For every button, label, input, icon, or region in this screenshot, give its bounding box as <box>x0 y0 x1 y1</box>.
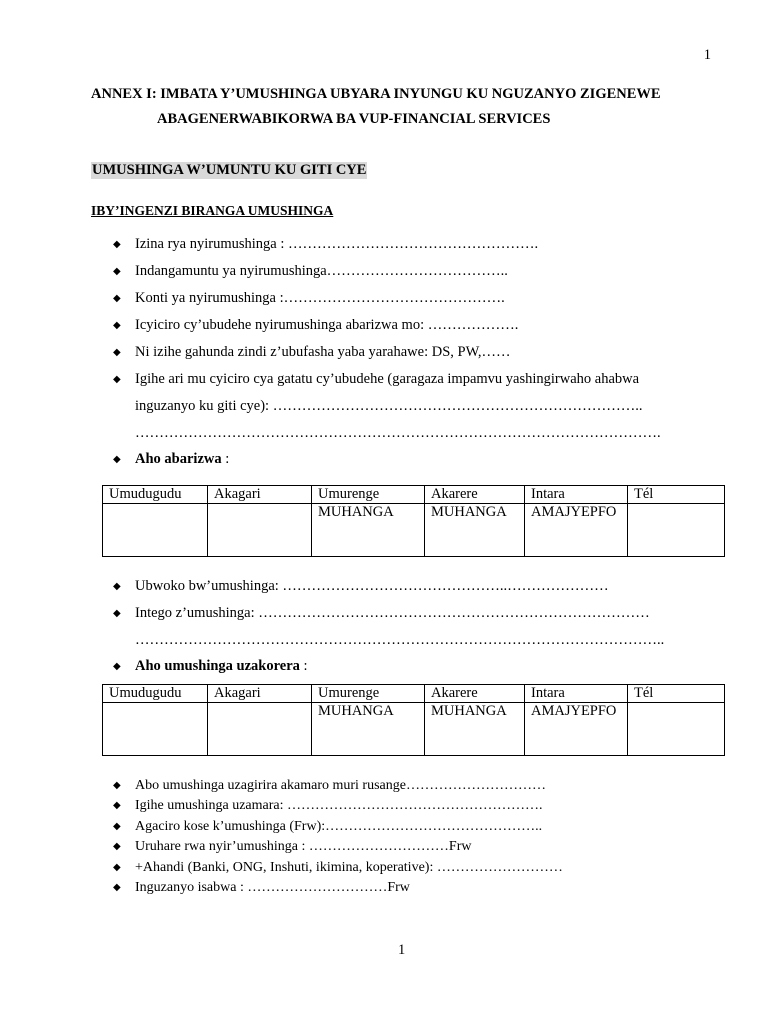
table-row <box>103 703 725 756</box>
diamond-bullet-icon: ◆ <box>113 374 121 385</box>
diamond-bullet-icon: ◆ <box>113 581 121 592</box>
diamond-bullet-icon: ◆ <box>113 608 121 619</box>
cell-intara: AMAJYEPFO <box>525 504 628 557</box>
list-item: ◆ Izina rya nyirumushinga : ……………………………………………. <box>113 236 539 252</box>
page-number-bottom: 1 <box>398 942 406 958</box>
header-akagari: Akagari <box>208 685 312 703</box>
header-umudugudu: Umudugudu <box>103 685 208 703</box>
diamond-bullet-icon: ◆ <box>113 800 121 811</box>
location-table-residence <box>102 485 725 557</box>
cell-tel <box>628 703 725 756</box>
header-akarere: Akarere <box>425 685 525 703</box>
list-item: ◆ Uruhare rwa nyir’umushinga : …………………………Frw <box>113 839 472 854</box>
cell-tel <box>628 504 725 557</box>
page-number-top: 1 <box>703 47 711 63</box>
aho-abarizwa-label: Aho abarizwa <box>135 451 222 467</box>
list-item-continuation: inguzanyo ku giti cye): ………………………………………………………………….. <box>135 398 643 414</box>
header-umurenge: Umurenge <box>312 685 425 703</box>
header-umudugudu: Umudugudu <box>103 486 208 504</box>
cell-umudugudu <box>103 703 208 756</box>
header-umurenge: Umurenge <box>312 486 425 504</box>
diamond-bullet-icon: ◆ <box>113 347 121 358</box>
cell-akagari <box>208 504 312 557</box>
diamond-bullet-icon: ◆ <box>113 293 121 304</box>
header-intara: Intara <box>525 486 628 504</box>
diamond-bullet-icon: ◆ <box>113 862 121 873</box>
list-item: ◆ Inguzanyo isabwa : …………………………Frw <box>113 880 410 895</box>
list-item: ◆ Konti ya nyirumushinga :………………………………………. <box>113 290 505 306</box>
list-item-continuation: ………………………………………………………………………………………………. <box>135 425 661 441</box>
header-akagari: Akagari <box>208 486 312 504</box>
header-tel: Tél <box>628 486 725 504</box>
diamond-bullet-icon: ◆ <box>113 821 121 832</box>
list-item: ◆ Indangamuntu ya nyirumushinga……………………………….. <box>113 263 508 279</box>
table-row <box>103 504 725 557</box>
list-item: ◆ Ubwoko bw’umushinga: ………………………………………..………………… <box>113 578 609 594</box>
list-item: ◆ Intego z’umushinga: ……………………………………………………………………… <box>113 605 650 621</box>
list-item: ◆ Igihe umushinga uzamara: ………………………………………………. <box>113 798 543 813</box>
location-table-project <box>102 684 725 756</box>
cell-akagari <box>208 703 312 756</box>
diamond-bullet-icon: ◆ <box>113 266 121 277</box>
diamond-bullet-icon: ◆ <box>113 780 121 791</box>
cell-umurenge: MUHANGA <box>312 703 425 756</box>
cell-akarere: MUHANGA <box>425 504 525 557</box>
section-title: UMUSHINGA W’UMUNTU KU GITI CYE <box>92 162 367 178</box>
list-item: ◆ Igihe ari mu cyiciro cya gatatu cy’ubudehe (garagaza impamvu yashingirwaho ahabwa <box>113 371 640 387</box>
diamond-bullet-icon: ◆ <box>113 320 121 331</box>
header-akarere: Akarere <box>425 486 525 504</box>
list-item: ◆ Abo umushinga uzagirira akamaro muri rusange………………………… <box>113 778 546 793</box>
list-item-continuation: ……………………………………………………………………………………………….. <box>135 632 665 648</box>
list-item: ◆ Icyiciro cy’ubudehe nyirumushinga abarizwa mo: ………………. <box>113 317 519 333</box>
aho-uzakorera-label: Aho umushinga uzakorera <box>135 658 300 674</box>
diamond-bullet-icon: ◆ <box>113 661 121 672</box>
diamond-bullet-icon: ◆ <box>113 882 121 893</box>
diamond-bullet-icon: ◆ <box>113 454 121 465</box>
cell-intara: AMAJYEPFO <box>525 703 628 756</box>
subsection-title: IBY’INGENZI BIRANGA UMUSHINGA <box>91 203 334 218</box>
list-item-aho-abarizwa: ◆ Aho abarizwa : <box>113 451 230 467</box>
annex-title-line2: ABAGENERWABIKORWA BA VUP-FINANCIAL SERVICES <box>157 111 551 127</box>
annex-title-line1: ANNEX I: IMBATA Y’UMUSHINGA UBYARA INYUNGU KU NGUZANYO ZIGENEWE <box>91 86 661 102</box>
list-item-aho-uzakorera: ◆ Aho umushinga uzakorera : <box>113 658 308 674</box>
cell-umurenge: MUHANGA <box>312 504 425 557</box>
header-tel: Tél <box>628 685 725 703</box>
table-header-row <box>103 685 725 703</box>
diamond-bullet-icon: ◆ <box>113 239 121 250</box>
list-item: ◆ Ni izihe gahunda zindi z’ubufasha yaba yarahawe: DS, PW,…… <box>113 344 511 360</box>
header-intara: Intara <box>525 685 628 703</box>
diamond-bullet-icon: ◆ <box>113 841 121 852</box>
list-item: ◆ Agaciro kose k’umushinga (Frw):……………………………………….. <box>113 819 543 834</box>
cell-umudugudu <box>103 504 208 557</box>
table-header-row <box>103 486 725 504</box>
list-item: ◆ +Ahandi (Banki, ONG, Inshuti, ikimina, koperative): ……………………… <box>113 860 563 875</box>
cell-akarere: MUHANGA <box>425 703 525 756</box>
